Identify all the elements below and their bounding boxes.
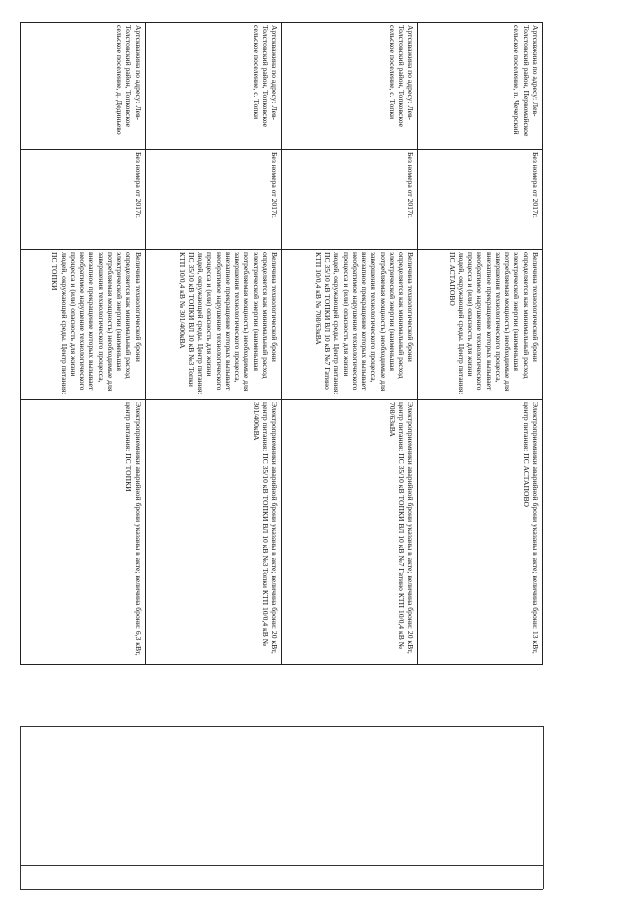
address-cell: Артскважина по адресу: Лев-Толстовский район, Топковское сельское поселение, с. Топки xyxy=(282,23,418,150)
table-row xyxy=(21,23,146,665)
technological-reserve-cell: Величина технологической брони определяется как минимальный расход электрической энергии (наименьшая потребляемая мощность) необходимые для завершения технологического процесса, внезапное прекращение которых вызывает необратимое нарушение технологического процесса и (или) опасность для жизни людей, окружающей среды. Центр питания: ПС 35/10 кВ ТОПКИ ВЛ 10 кВ №7 Гатино КТП 10/0,4 кВ № 708/63кВА xyxy=(282,250,418,400)
table-row xyxy=(145,23,281,665)
emergency-reserve-cell: Электроприемники аварийной брони указаны в акте; величина брони: 13 кВт, центр питания: ПС АСТАПОВО xyxy=(418,400,543,665)
technological-reserve-cell: Величина технологической брони определяется как минимальный расход электрической энергии (наименьшая потребляемая мощность) необходимые для завершения технологического процесса, внезапное прекращение которых вызывает необратимое нарушение технологического процесса и (или) опасность для жизни людей, окружающей среды. Центр питания: ПС АСТАПОВО xyxy=(418,250,543,400)
reservation-table xyxy=(20,22,543,665)
table-row xyxy=(418,23,543,665)
emergency-reserve-cell: Электроприемники аварийной брони указаны в акте; величина брони: 20 кВт, центр питания: ПС 35/10 кВ ТОПКИ ВЛ 10 кВ №3 Топки КТП 10/0,4 кВ № 301/400кВА xyxy=(145,400,281,665)
address-cell: Артскважина по адресу: Лев-Толстовский район, Топковское сельское поселение, д. Дединьево xyxy=(21,23,146,150)
address-cell: Артсквжина по адресу: Лев-Толстовский район, Первомайское сельское поселение, п. Чечерский xyxy=(418,23,543,150)
act-number-cell: Без номера от 2017г. xyxy=(145,150,281,250)
table-border-left xyxy=(20,726,21,889)
table-rule xyxy=(20,889,543,890)
table-rule xyxy=(20,726,543,727)
table-wrapper xyxy=(20,22,543,664)
emergency-reserve-cell: Электроприемники аварийной брони указаны в акте; величина брони: 6,3 кВт, центр питания: ПС ТОПКИ xyxy=(21,400,146,665)
act-number-cell: Без номера от 2017г. xyxy=(282,150,418,250)
table-row xyxy=(282,23,418,665)
act-number-cell: Без номера от 2017г. xyxy=(418,150,543,250)
technological-reserve-cell: Величина технологической брони определяется как минимальный расход электрической энергии (наименьшая потребляемая мощность) необходимые для завершения технологического процесса, внезапное прекращение которых вызывает необратимое нарушение технологического процесса и (или) опасность для жизни людей, окружающей среды. Центр питания: ПС ТОПКИ xyxy=(21,250,146,400)
emergency-reserve-cell: Электроприемники аварийной брони указаны в акте; величина брони: 20 кВт, центр питания: ПС 35/10 кВ ТОПКИ ВЛ 10 кВ №7 Гатино КТП 10/0,4 кВ № 708/63кВА xyxy=(282,400,418,665)
rotated-table-region xyxy=(20,22,543,664)
table-border-right xyxy=(543,726,544,889)
technological-reserve-cell: Величина технологической брони определяется как минимальный расход электрической энергии (наименьшая потребляемая мощность) необходимые для завершения технологического процесса, внезапное прекращение которых вызывает необратимое нарушение технологического процесса и (или) опасность для жизни людей, окружающей среды. Центр питания: ПС 35/10 кВ ТОПКИ ВЛ 10 кВ №3 Топки КТП 10/0,4 кВ № 301/400кВА xyxy=(145,250,281,400)
table-rule xyxy=(20,865,543,866)
address-cell: Артскважина по адресу: Лев-Толстовский район, Топковское сельское поселение, с. Топки xyxy=(145,23,281,150)
act-number-cell: Без номера от 2017г. xyxy=(21,150,146,250)
